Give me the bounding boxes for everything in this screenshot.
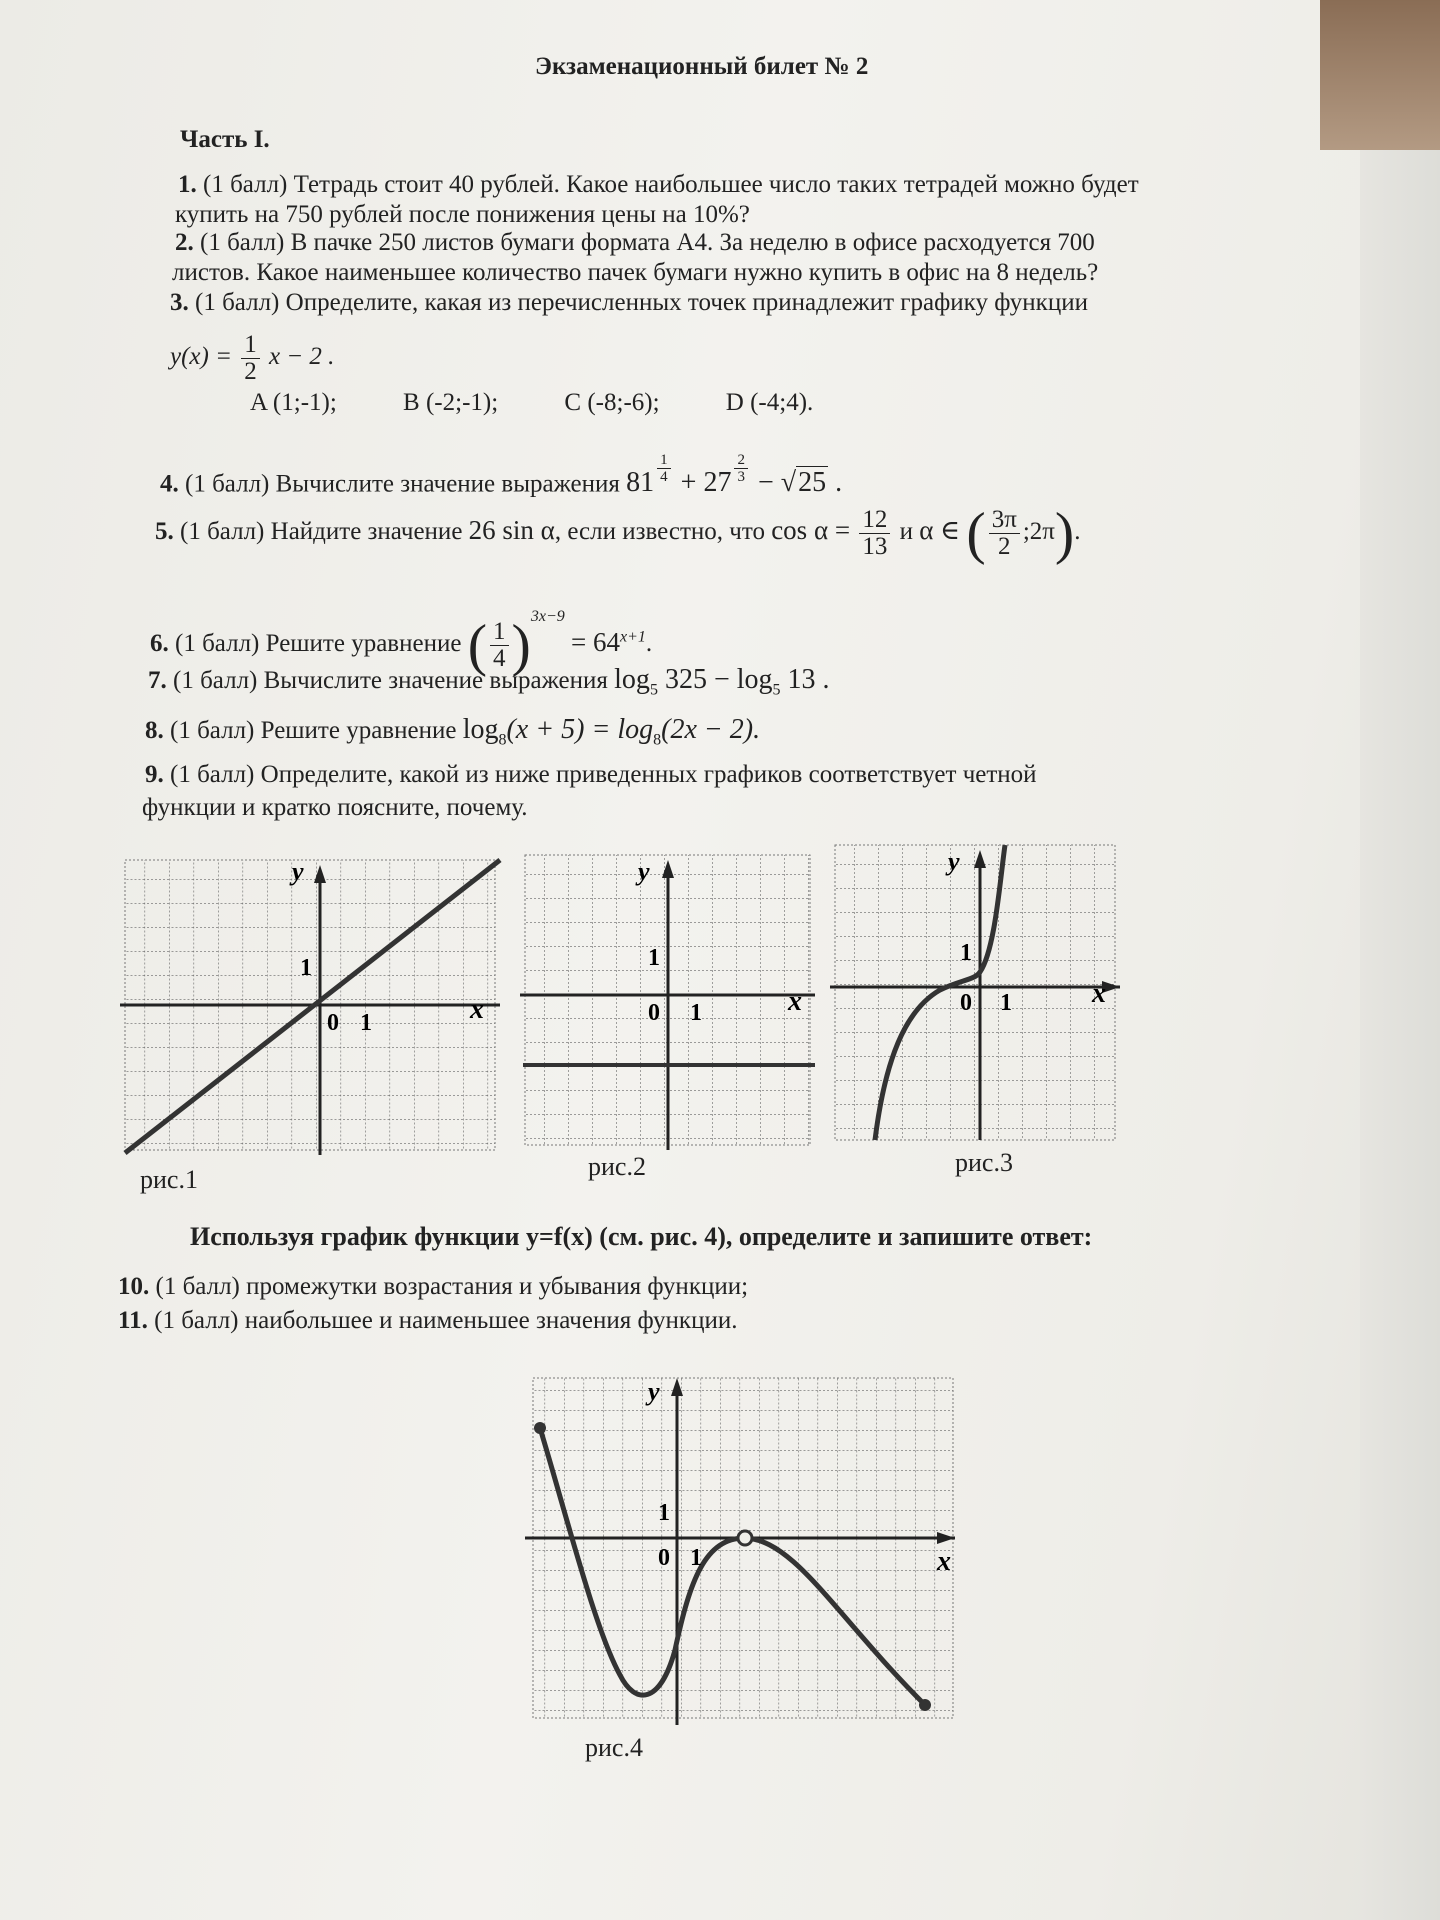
task-6-fraction [490,619,509,672]
part-2-intro: Используя график функции y=f(x) (см. рис. 4), определите и запишите ответ: [190,1222,1093,1251]
task-5-and: и [899,518,913,545]
task-2-number: 2. [175,229,194,256]
task-8-log-c: (2x − 2). [661,714,761,745]
task-9-number: 9. [145,761,164,788]
figure-4-open-point [738,1531,752,1545]
task-6-close-paren: ) [511,612,531,678]
figure-2-zero: 0 [648,1000,660,1026]
figure-1-x-label: x [470,994,484,1025]
task-6-rhs: = 64 [571,627,620,657]
figure-4-one-x: 1 [690,1545,702,1571]
task-4-exp-b-num: 2 [734,452,748,469]
task-11-text: (1 балл) наибольшее и наименьшее значения функции. [154,1307,738,1334]
task-4-exp-a [657,452,671,485]
task-8-base-b: 8 [653,731,662,749]
task-8-line [145,715,760,756]
task-4-number: 4. [160,470,179,498]
figure-1 [120,855,510,1155]
figure-4-one-y: 1 [658,1500,670,1526]
figure-2-x-label: x [788,986,802,1017]
task-6-num: 1 [490,619,509,646]
task-5-text: (1 балл) Найдите значение [180,518,463,545]
ticket-title: Экзаменационный билет № 2 [535,53,869,80]
task-2-text: (1 балл) В пачке 250 листов бумаги формата А4. За неделю в офисе расходуется 700 [200,229,1095,256]
task-5-number: 5. [155,518,174,545]
part-heading: Часть I. [180,126,270,153]
task-4-base-a: 81 [626,467,655,499]
task-8-number: 8. [145,717,164,744]
task-10-line [118,1272,748,1302]
figure-4-start-point [534,1422,546,1434]
task-4-text: (1 балл) Вычислите значение выражения [185,470,620,498]
task-10-text: (1 балл) промежутки возрастания и убывания функции; [155,1273,749,1300]
task-1-line-2: купить на 750 рублей после понижения цены на 10%? [175,201,750,228]
task-3-frac-den: 2 [244,357,257,385]
task-3-line-1 [170,288,1088,318]
figure-3-x-label: x [1092,978,1106,1009]
task-6-rhs-exponent: x+1 [620,628,646,646]
task-4-minus: − [757,467,774,499]
task-4-end: . [835,467,843,499]
task-4-exp-b-den: 3 [737,469,745,485]
task-5-close-paren: ) [1054,500,1075,566]
task-7-log-a: log [614,664,650,695]
figure-3-y-label: y [948,847,960,876]
task-3-function [170,330,334,385]
task-5-end: . [1074,518,1081,545]
task-4-exp-a-num: 1 [657,452,671,469]
figure-4-x-label: x [937,1546,951,1577]
task-3-choice-c: C (-8;-6); [564,389,660,416]
task-5-open-paren: ( [966,500,986,566]
task-6-den: 4 [493,644,506,672]
figure-4-zero: 0 [658,1545,670,1571]
task-8-log-a: log [462,714,499,745]
task-7-log-b: 325 − log [664,664,773,695]
task-1-number: 1. [178,171,197,198]
task-2-line-2: листов. Какое наименьшее количество пачек бумаги нужно купить в офис на 8 недель? [172,259,1099,286]
task-8-text: (1 балл) Решите уравнение [170,717,457,744]
task-3-number: 3. [170,289,189,316]
figure-1-zero: 0 [327,1010,339,1036]
task-7-expression [614,664,830,699]
figure-3-one-y: 1 [960,940,972,966]
task-11-number: 11. [118,1307,148,1334]
task-3-choices [250,388,873,418]
figure-1-y-label: y [292,857,304,886]
figure-4-y-label: y [648,1377,660,1406]
task-3-fraction [241,332,260,385]
task-6-number: 6. [150,630,169,657]
figure-3-one-x: 1 [1000,990,1012,1016]
figure-1-one-y: 1 [300,955,312,981]
task-5-interval-den: 2 [998,532,1011,560]
task-6-line [150,585,652,676]
figure-4-caption: рис.4 [585,1733,643,1762]
task-7-text: (1 балл) Вычислите значение выражения [173,667,608,694]
task-5-interval-rest: ;2π [1022,518,1055,545]
task-6-end: . [645,630,653,657]
task-4-exp-a-den: 4 [660,469,668,485]
task-3-rest: x − 2 . [268,343,335,370]
figure-3 [830,840,1130,1145]
task-3-choice-d: D (-4;4). [725,389,814,416]
figure-4 [525,1370,965,1725]
figure-1-one-x: 1 [360,1010,372,1036]
task-1-text: (1 балл) Тетрадь стоит 40 рублей. Какое наибольшее число таких тетрадей можно будет [203,171,1139,198]
task-3-choice-a: A (1;-1); [250,389,337,416]
figure-2-y-label: y [638,857,650,886]
task-5-cos-fraction [859,507,890,560]
figure-1-caption: рис.1 [140,1165,198,1194]
task-4-expression: 81 $\frac{1}{4}$ + 27 $\frac{2}{3}$ − √25 . [626,452,843,499]
task-4-radicand: 25 [798,467,827,499]
task-7-line [148,665,830,706]
task-5-alpha: α ∈ [919,515,961,545]
task-7-base-b: 5 [772,681,781,699]
task-5-mid: , если известно, что [554,518,765,545]
task-6-exponent: 3x−9 [530,608,565,625]
task-5-line [155,500,1081,566]
task-7-base-a: 5 [649,681,658,699]
task-5-cos: cos α = [771,515,851,545]
task-5-cos-den: 13 [862,532,888,560]
figure-2-one-y: 1 [648,945,660,971]
task-9-line-2: функции и кратко поясните, почему. [142,794,528,821]
task-3-choice-b: B (-2;-1); [403,389,499,416]
task-9-line-1 [145,760,1037,790]
task-2-line-1 [175,228,1095,258]
figure-2-one-x: 1 [690,1000,702,1026]
task-11-line [118,1306,737,1336]
figure-3-grid [835,845,1115,1140]
task-5-cos-num: 12 [859,507,890,534]
task-3-fx: y(x) = [170,343,232,370]
task-7-number: 7. [148,667,167,694]
figure-3-zero: 0 [960,990,972,1016]
task-5-interval-num: 3π [989,507,1020,534]
figure-2 [520,850,820,1150]
task-1-line-1 [178,170,1139,200]
task-6-text: (1 балл) Решите уравнение [175,630,462,657]
task-3-frac-num: 1 [241,332,260,359]
task-8-log-b: (x + 5) = log [506,714,654,745]
task-9-text: (1 балл) Определите, какой из ниже приведенных графиков соответствует четной [170,761,1037,788]
figure-4-end-point [919,1699,931,1711]
figure-3-caption: рис.3 [955,1148,1013,1177]
task-3-text: (1 балл) Определите, какая из перечисленных точек принадлежит графику функции [195,289,1088,316]
task-6-open-paren: ( [467,612,488,678]
task-4-line [160,452,842,499]
task-8-expression [462,714,761,749]
task-5-expr: 26 sin α [468,515,555,545]
figure-2-caption: рис.2 [588,1152,646,1181]
task-5-interval-fraction [989,507,1020,560]
task-10-number: 10. [118,1273,150,1300]
task-8-base-a: 8 [498,731,507,749]
task-7-log-c: 13 . [787,664,830,695]
task-4-exp-b [734,452,748,485]
task-4-base-b: + 27 [680,467,732,499]
background-page-edge [1360,150,1440,1920]
